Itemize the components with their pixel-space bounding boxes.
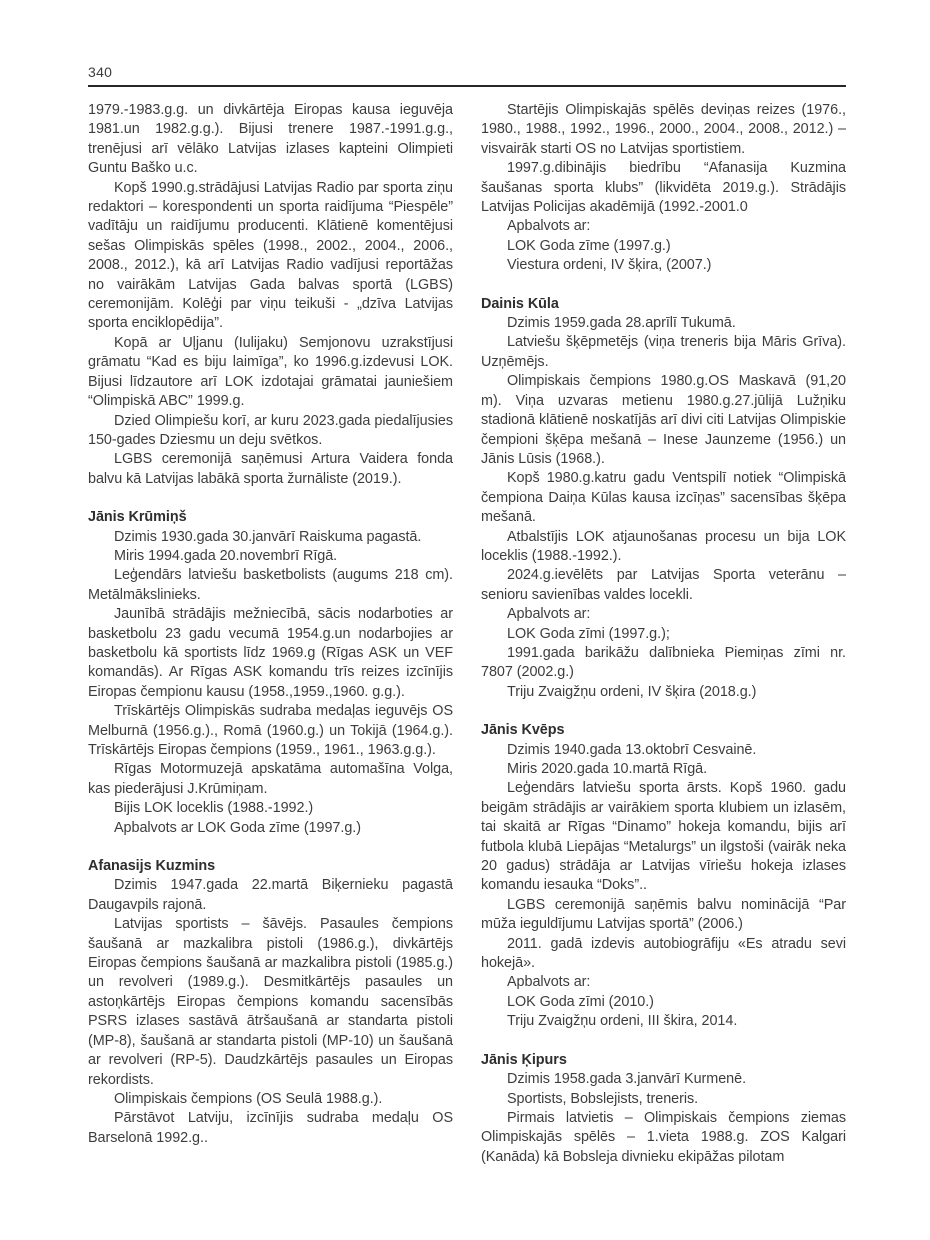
paragraph: 2011. gadā izdevis autobiogrāfiju «Es atradu sevi hokejā». [481,935,846,972]
page-number: 340 [88,64,113,80]
paragraph: LGBS ceremonijā saņēmis balvu nominācijā “Par mūža ieguldījumu Latvijas sportā” (2006.) [481,896,846,933]
paragraph: Dzimis 1947.gada 22.martā Biķernieku pagastā Daugavpils rajonā. [88,877,453,913]
entry-heading: Dainis Kūla [481,295,559,312]
paragraph: Kopš 1990.g.strādājusi Latvijas Radio par sporta ziņu redaktori – korespondenti un sporta raidījuma “Piespēle” vadītāju un raidījumu producenti. Klātienē komentējusi sešas Olimpiskās spēles (1998., 2002., 2004., 2006., 2008., 2012.), kā arī Latvijas Radio vadījusi reportāžas no vairākām Latvijas Gada balvas sportā (LGBS) ceremonijām. Kolēģi par viņu teikuši - „dzīva Latvijas sporta enciklopēdija”. [88,179,453,332]
paragraph: 1979.-1983.g.g. un divkārtēja Eiropas kausa ieguvēja 1981.un 1982.g.g.). Bijusi trenere 1987.-1991.g.g., trenējusi arī vēlāko Latvijas izlases kapteini Olimpieti Guntu Baško u.c. [88,102,453,177]
paragraph: Miris 2020.gada 10.martā Rīgā. [507,761,708,777]
right-column [481,101,846,1167]
entry-heading: Jānis Krūmiņš [88,509,187,526]
paragraph: Sportists, Bobslejists, treneris. [507,1090,699,1107]
paragraph: LOK Goda zīmi (1997.g.); [507,625,670,642]
paragraph: 1997.g.dibinājis biedrību “Afanasija Kuzmina šaušanas sporta klubs” (likvidēta 2019.g.). Strādājis Latvijas Policijas akadēmijā (1992.-2001.0 [481,160,846,216]
paragraph: Dzimis 1930.gada 30.janvārī Raiskuma pagastā. [114,528,422,545]
paragraph: Latvijas sportists – šāvējs. Pasaules čempions šaušanā ar mazkalibra pistoli (1986.g.), divkārtējs Eiropas čempions šaušanā ar mazkalibra pistoli (1985.g.) un revolveri (1989.g.). Desmitkārtējs pasaules un astoņkārtējs Eiropas čempions komandu sacensībās PSRS izlases sastāvā ātršaušanā ar standarta pistoli (MP-8), šaušanā ar standarta pistoli (MP-10) un šaušanā ar revolveri (RP-5). Daudzkārtējs pasaules un Eiropas rekordists. [88,916,453,1088]
paragraph: Viestura ordeni, IV šķira, (2007.) [507,257,712,274]
paragraph: Pirmais latvietis – Olimpiskais čempions ziemas Olimpiskajās spēlēs – 1.vieta 1988.g. ZOS Kalgari (Kanāda) kā Bobsleja divnieku ekipāžas pilotam [481,1109,846,1165]
paragraph: LGBS ceremonijā saņēmusi Artura Vaidera fonda balvu kā Latvijas labākā sporta žurnāliste (2019.). [88,451,453,487]
paragraph: Apbalvots ar LOK Goda zīme (1997.g.) [114,819,361,836]
paragraph: Bijis LOK loceklis (1988.-1992.) [114,800,314,817]
paragraph: Atbalstījis LOK atjaunošanas procesu un bija LOK loceklis (1988.-1992.). [481,528,846,564]
header-rule [88,85,846,87]
paragraph: Jaunībā strādājis mežniecībā, sācis nodarboties ar basketbolu 23 gadu vecumā 1954.g.un nodarbojies ar basketbolu kā sportists līdz 1969.g (Rīgas ASK un VEF komandās). Ar Rīgas ASK komandu trīs reizes izcīnījis Eiropas čempionu kausu (1958.,1959.,1960. g.g.). [88,606,453,700]
paragraph: Leģendārs latviešu basketbolists (augums 218 cm). Metālmākslinieks. [88,567,453,603]
page-header [88,64,846,87]
paragraph: LOK Goda zīmi (2010.) [507,993,654,1010]
paragraph: 2024.g.ievēlēts par Latvijas Sporta veterānu – senioru savienības valdes locekli. [481,567,846,603]
paragraph: Dzied Olimpiešu korī, ar kuru 2023.gada piedalījusies 150-gades Dziesmu un deju svētkos. [88,412,453,448]
entry-heading: Afanasijs Kuzmins [88,858,216,875]
entry-heading: Jānis Ķipurs [481,1051,567,1068]
left-column [88,101,453,1167]
paragraph: 1991.gada barikāžu dalībnieka Piemiņas zīmi nr. 7807 (2002.g.) [481,644,846,681]
paragraph: Kopā ar Uļjanu (Iulijaku) Semjonovu uzrakstījusi grāmatu “Kad es biju laimīga”, ko 1996.g.izdevusi LOK. Bijusi līdzautore arī LOK izdotajai grāmatai jauniešiem “Olimpiskā ABC” 1999.g. [88,334,453,410]
paragraph: LOK Goda zīme (1997.g.) [507,237,671,254]
paragraph: Apbalvots ar: [507,974,591,991]
paragraph: Latviešu šķēpmetējs (viņa treneris bija Māris Grīva). Uzņēmējs. [481,334,846,370]
paragraph: Dzimis 1940.gada 13.oktobrī Cesvainē. [507,741,757,758]
paragraph: Triju Zvaigžņu ordeni, III škira, 2014. [507,1013,738,1030]
paragraph: Pārstāvot Latviju, izcīnījis sudraba medaļu OS Barselonā 1992.g.. [88,1110,453,1146]
paragraph: Kopš 1980.g.katru gadu Ventspilī notiek “Olimpiskā čempiona Daiņa Kūlas kausa izcīņas” sacensības šķēpa mešanā. [481,470,846,526]
paragraph: Apbalvots ar: [507,218,591,235]
paragraph: Dzimis 1959.gada 28.aprīlī Tukumā. [507,315,736,332]
paragraph: Trīskārtējs Olimpiskās sudraba medaļas ieguvējs OS Melburnā (1956.g.)., Romā (1960.g.) un Tokijā (1964.g.). Trīskārtējs Eiropas čempions (1959., 1961., 1963.g.g.). [88,703,453,758]
entry-heading: Jānis Kvēps [481,722,565,739]
paragraph: Leģendārs latviešu sporta ārsts. Kopš 1960. gadu beigām strādājis ar vairākiem sporta klubiem un izlasēm, tai skaitā ar Rīgas “Dinamo” hokeja komandu, bijis arī futbola klubā Liepājas “Metalurgs” un ilgstoši (vairāk neka 20 gadus) strādāja ar Latvijas vīriešu hokeja izlases komandu iesauka “Doks”.. [481,780,846,894]
paragraph: Startējis Olimpiskajās spēlēs deviņas reizes (1976., 1980., 1988., 1992., 1996., 2000., 2004., 2008., 2012.) – visvairāk starti OS no Latvijas sportistiem. [481,102,846,157]
text-columns [88,101,846,1167]
paragraph: Dzimis 1958.gada 3.janvārī Kurmenē. [507,1071,747,1088]
paragraph: Olimpiskais čempions (OS Seulā 1988.g.). [114,1090,383,1107]
paragraph: Olimpiskais čempions 1980.g.OS Maskavā (91,20 m). Viņa uzvaras metienu 1980.g.27.jūlijā Lužņiku stadionā klātienē noskatījās arī divi citi Latvijas Olimpiskie čempioni šķēpa mešanā – Inese Jaunzeme (1956.) un Jānis Lūsis (1968.). [481,373,846,467]
paragraph: Apbalvots ar: [507,606,591,623]
paragraph: Triju Zvaigžņu ordeni, IV šķira (2018.g.) [507,683,757,700]
paragraph: Rīgas Motormuzejā apskatāma automašīna Volga, kas piederājusi J.Krūmiņam. [88,761,453,797]
paragraph: Miris 1994.gada 20.novembrī Rīgā. [114,547,338,564]
